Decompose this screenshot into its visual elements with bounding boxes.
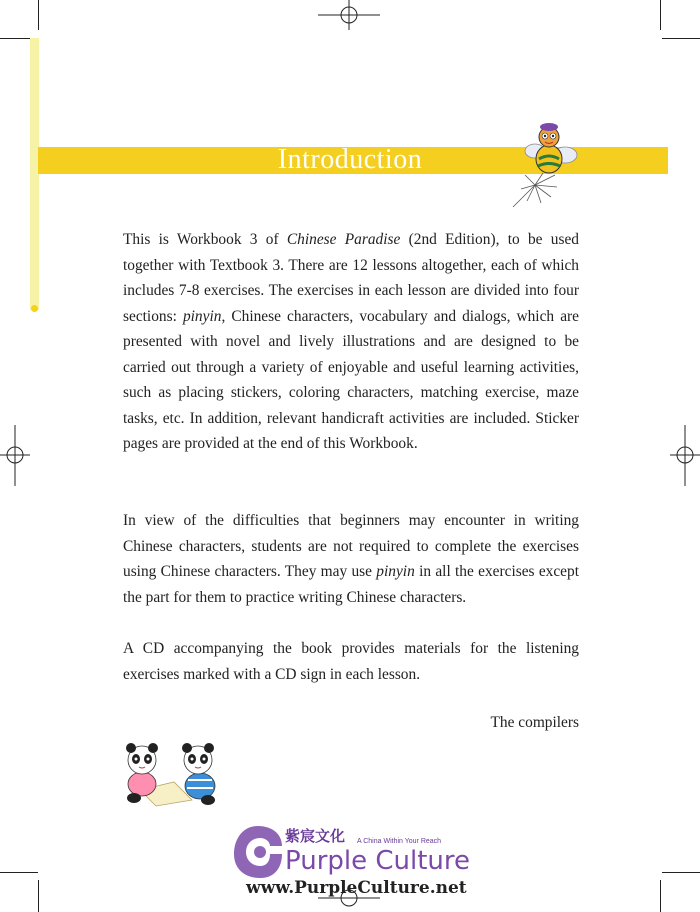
brand-chinese-name: 紫宸文化 [285,827,346,845]
para1-text-mid: (2nd Edition), to be used together with Textbook 3. There are 12 lessons altogether, each of which includes 7-8 exercises. The exercises in each lesson are divided into four sections: [123,231,579,325]
brand-url: www.PurpleCulture.net [246,878,467,898]
intro-paragraph-1 [123,227,579,457]
brand-name: Purple Culture [285,846,471,876]
intro-paragraph-2 [123,508,579,610]
para2-text-start: In view of the difficulties that beginners may encounter in writing Chinese characters, students are not required to complete the exercises using Chinese characters. They may use [123,512,579,580]
pinyin-term: pinyin [182,307,222,325]
para1-text-end: , Chinese characters, vocabulary and dialogs, which are presented with novel and lively illustrations and are designed to be carried out through a variety of enjoyable and useful learning activities, such as placing stickers, coloring characters, matching exercise, maze tasks, etc. In addition, relevant handicraft activities are included. Sticker pages are provided at the end of this Workbook. [123,307,579,452]
brand-tagline: A China Within Your Reach [357,838,442,845]
bee-illustration [505,115,585,215]
pinyin-term-2: pinyin [376,563,415,580]
signoff: The compilers [490,714,579,731]
sidebar-dot [31,305,38,312]
para1-text-start: This is Workbook 3 of [123,231,287,248]
para2-text-end: in all the exercises except the part for them to practice writing Chinese characters. [123,563,579,606]
intro-paragraph-3: A CD accompanying the book provides materials for the listening exercises marked with a CD sign in each lesson. [123,640,579,683]
book-title: Chinese Paradise [286,231,401,248]
pandas-illustration [112,738,227,808]
page-title: Introduction [277,144,423,175]
purple-culture-logo [230,822,286,882]
